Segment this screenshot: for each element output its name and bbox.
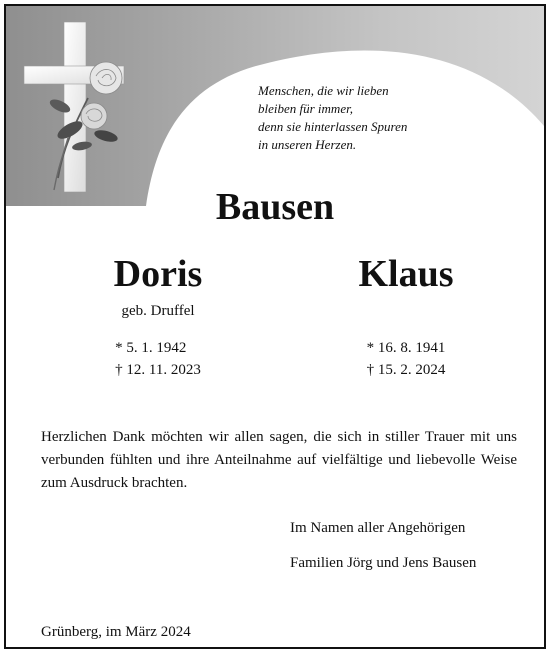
poem-line: in unseren Herzen. — [258, 137, 357, 152]
cross-icon — [18, 18, 153, 198]
place-and-date: Grünberg, im März 2024 — [41, 624, 191, 640]
poem-line: bleiben für immer, — [258, 101, 353, 116]
signature-line-2: Familien Jörg und Jens Bausen — [290, 555, 477, 571]
person-maiden-name — [296, 301, 516, 321]
birth-date: * 5. 1. 1942 — [115, 340, 187, 356]
person-dates — [367, 337, 446, 381]
death-date: † 15. 2. 2024 — [366, 362, 446, 378]
obituary-card — [4, 4, 546, 649]
person-first-name: Doris — [113, 253, 203, 295]
death-date: † 12. 11. 2023 — [115, 362, 201, 378]
poem-line: Menschen, die wir lieben — [258, 83, 389, 98]
person-dates — [115, 337, 201, 381]
signature-line-1: Im Namen aller Angehörigen — [290, 520, 466, 536]
thanks-text: Herzlichen Dank möchten wir allen sagen, die sich in stiller Trauer mit uns verbunden fühlten und ihre Anteilnahme auf vielfältige und liebevolle Weise zum Ausdruck brachten. — [41, 429, 517, 491]
poem-line: denn sie hinterlassen Spuren — [258, 119, 408, 134]
person-first-name: Klaus — [358, 253, 454, 295]
family-name: Bausen — [215, 186, 335, 228]
person-maiden-name: geb. Druffel — [121, 303, 195, 319]
birth-date: * 16. 8. 1941 — [366, 340, 446, 356]
person-doris — [48, 250, 268, 381]
person-klaus — [296, 250, 516, 381]
memorial-poem — [258, 82, 518, 154]
